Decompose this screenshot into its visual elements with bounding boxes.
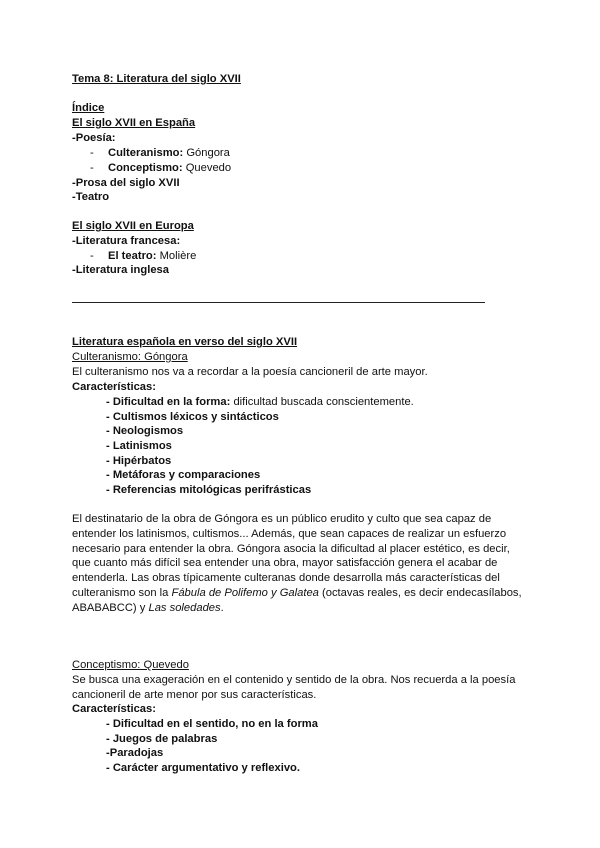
bullet: -	[90, 147, 94, 159]
index-teatro-fr-item	[90, 249, 197, 263]
horizontal-divider	[72, 302, 485, 303]
cult-paragraph-line: entenderla. Las obras típicamente culteranas donde desarrolla más características del	[72, 572, 500, 584]
index-heading: Índice	[72, 102, 105, 114]
concep-subheading: Conceptismo: Quevedo	[72, 659, 189, 671]
cult-intro: El culteranismo nos va a recordar a la poesía cancioneril de arte mayor.	[72, 366, 428, 378]
text: (octavas reales, es decir endecasílabos,	[318, 587, 522, 599]
index-prosa: -Prosa del siglo XVII	[72, 177, 180, 189]
cult-item: - Cultismos léxicos y sintácticos	[106, 411, 279, 423]
concep-intro-line: Se busca una exageración en el contenido y sentido de la obra. Nos recuerda a la poesía	[72, 674, 516, 686]
index-europe-heading: El siglo XVII en Europa	[72, 220, 194, 232]
text: culteranismo son la	[72, 587, 172, 599]
index-inglesa: -Literatura inglesa	[72, 264, 169, 276]
index-cult-item	[90, 146, 230, 160]
concep-item: - Carácter argumentativo y reflexivo.	[106, 762, 300, 774]
concep-item: - Dificultad en el sentido, no en la forma	[106, 718, 318, 730]
bullet: -	[90, 162, 94, 174]
concep-item: -Paradojas	[106, 747, 164, 759]
text: .	[220, 602, 224, 614]
index-concep-label: Conceptismo:	[108, 162, 183, 174]
cult-characteristics-heading: Características:	[72, 381, 156, 393]
cult-paragraph-line: entender los latinismos, cultismos... Además, que sean capaces de realizar un esfuerzo	[72, 528, 507, 540]
index-spain-heading: El siglo XVII en España	[72, 117, 196, 129]
concep-item: - Juegos de palabras	[106, 733, 218, 745]
work-title-polifemo: Fábula de Polifemo y Galatea	[171, 587, 319, 599]
cult-item: - Latinismos	[106, 440, 172, 452]
index-concep-item	[90, 161, 232, 175]
cult-paragraph-line: El destinatario de la obra de Góngora es un público erudito y culto que sea capaz de	[72, 513, 492, 525]
concep-characteristics-heading: Características:	[72, 703, 156, 715]
index-concep-author: Quevedo	[185, 162, 232, 174]
index-teatro-fr-label: El teatro:	[108, 250, 157, 262]
cult-item-forma-label: - Dificultad en la forma:	[106, 396, 231, 408]
cult-item-forma	[106, 395, 414, 409]
index-francesa: -Literatura francesa:	[72, 235, 181, 247]
document-title: Tema 8: Literatura del siglo XVII	[72, 73, 241, 85]
concep-intro-line: cancioneril de arte menor por sus características.	[72, 689, 317, 701]
cult-paragraph-line	[72, 601, 224, 615]
cult-paragraph-line	[72, 586, 522, 600]
text: ABABABCC) y	[72, 602, 149, 614]
index-cult-author: Góngora	[186, 147, 230, 159]
work-title-soledades: Las soledades	[148, 602, 221, 614]
cult-paragraph-line: necesario para entender la obra. Góngora asocia la dificultad al placer estético, es decir,	[72, 543, 510, 555]
index-poesia: -Poesía:	[72, 132, 116, 144]
cult-item: - Hipérbatos	[106, 455, 172, 467]
section-heading: Literatura española en verso del siglo XVII	[72, 336, 298, 348]
bullet: -	[90, 250, 94, 262]
index-cult-label: Culteranismo:	[108, 147, 184, 159]
cult-subheading: Culteranismo: Góngora	[72, 351, 188, 363]
index-teatro-fr-author: Molière	[159, 250, 197, 262]
cult-item-forma-text: dificultad buscada conscientemente.	[233, 396, 414, 408]
cult-item: - Neologismos	[106, 425, 184, 437]
cult-paragraph-line: que cuanto más difícil sea entender una obra, mayor satisfacción genera el acabar de	[72, 557, 498, 569]
cult-item: - Referencias mitológicas perifrásticas	[106, 484, 312, 496]
index-teatro: -Teatro	[72, 191, 110, 203]
cult-item: - Metáforas y comparaciones	[106, 469, 261, 481]
